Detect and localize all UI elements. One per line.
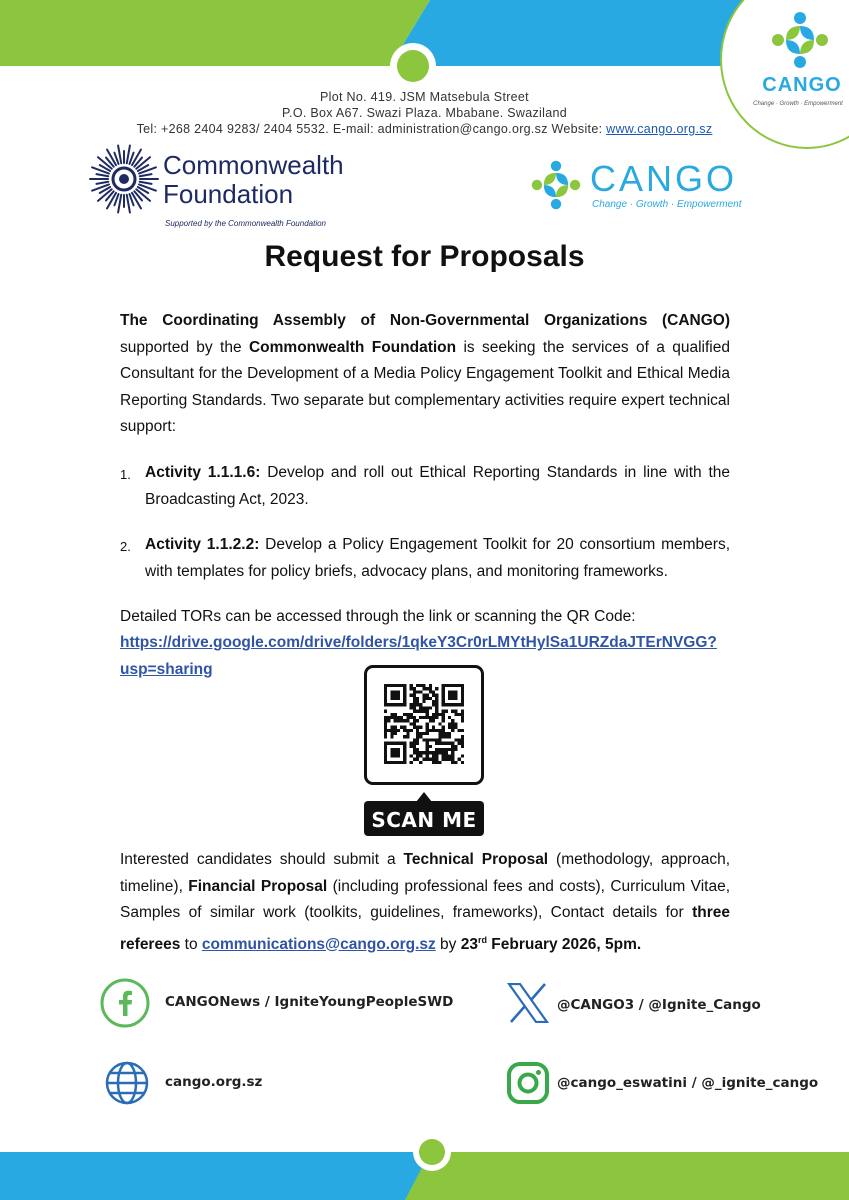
list-item [120, 460, 730, 513]
deadline-rest: February 2026, 5pm. [486, 935, 642, 953]
instagram-handle[interactable]: @cango_eswatini / @_ignite_cango [557, 1075, 819, 1091]
intro-text-1: supported by the [120, 338, 249, 356]
footer-band [0, 1130, 849, 1200]
globe-icon[interactable] [104, 1060, 150, 1106]
cf-name: Commonwealth Foundation [248, 338, 457, 356]
contact-text: Tel: +268 2404 9283/ 2404 5532. E-mail: administration@cango.org.sz Website: [136, 122, 607, 136]
submission-text-1: Interested candidates should submit a [120, 851, 404, 868]
deadline-day: 23 [460, 935, 478, 953]
corner-cango-name: CANGO [762, 74, 842, 96]
website-handle[interactable]: cango.org.sz [165, 1074, 263, 1090]
tors-link-line2[interactable]: usp=sharing [120, 660, 213, 678]
intro-paragraph [120, 308, 730, 441]
deadline [461, 936, 641, 953]
email-link[interactable]: communications@cango.org.sz [201, 935, 436, 953]
org-name: The Coordinating Assembly of Non-Governmental Organizations (CANGO) [120, 312, 730, 329]
submission-text-3: (including professional fees and costs), Curriculum Vitae, Samples of similar work (toolkits, guidelines, frameworks), Contact details for [120, 877, 730, 921]
corner-cango-tagline: Change · Growth · Empowerment [753, 101, 843, 107]
activity-label: Activity 1.1.1.6: [145, 464, 261, 481]
cf-tagline: Supported by the Commonwealth Foundation [165, 219, 326, 228]
list-item [120, 532, 730, 585]
commonwealth-foundation-emblem-icon [88, 143, 160, 215]
submission-text-4: to [180, 935, 202, 953]
three-referees: three referees [120, 904, 730, 953]
qr-code-icon[interactable] [384, 684, 464, 764]
cango-emblem-icon [530, 159, 582, 211]
cango-tagline: Change · Growth · Empowerment [592, 199, 742, 210]
tors-text: Detailed TORs can be accessed through the link or scanning the QR Code: [120, 608, 636, 625]
corner-cango-emblem-icon [770, 10, 830, 70]
cango-name: CANGO [590, 158, 738, 199]
activity-text: Develop and roll out Ethical Reporting Standards in line with the Broadcasting Act, 2023. [145, 464, 730, 508]
contact-line [0, 122, 849, 136]
facebook-handle[interactable]: CANGONews / IgniteYoungPeopleSWD [165, 994, 454, 1010]
cf-name-line2: Foundation [163, 179, 294, 209]
page-title: Request for Proposals [264, 240, 585, 273]
address-line-2: P.O. Box A67. Swazi Plaza. Mbabane. Swaziland [282, 106, 567, 120]
submission-paragraph [120, 847, 730, 958]
cf-name-line1: Commonwealth [163, 150, 344, 180]
address-line-1: Plot No. 419. JSM Matsebula Street [320, 90, 529, 104]
technical-proposal: Technical Proposal [403, 851, 549, 868]
submission-text-5: by [435, 935, 461, 953]
website-link[interactable]: www.cango.org.sz [606, 122, 713, 136]
financial-proposal: Financial Proposal [188, 877, 328, 895]
x-handle[interactable]: @CANGO3 / @Ignite_Cango [557, 997, 761, 1013]
facebook-icon[interactable] [100, 978, 150, 1028]
list-number: 2. [120, 539, 131, 554]
scan-me-label: SCAN ME [371, 808, 477, 832]
tors-link-line1[interactable]: https://drive.google.com/drive/folders/1qkeY3Cr0rLMYtHylSa1URZdaJTErNVGG? [120, 634, 717, 651]
deadline-ordinal: rd [477, 934, 487, 945]
activity-label: Activity 1.1.2.2: [145, 536, 260, 553]
instagram-icon[interactable] [506, 1061, 550, 1105]
activity-text: Develop a Policy Engagement Toolkit for 20 consortium members, with templates for policy briefs, advocacy plans, and monitoring frameworks. [145, 536, 730, 580]
intro-text-2: is seeking the services of a qualified Consultant for the Development of a Media Policy Engagement Toolkit and Ethical Media Reporting Standards. Two separate but complementary activities require expert technical support: [120, 338, 730, 435]
x-icon[interactable] [507, 983, 549, 1023]
submission-text-2: (methodology, approach, timeline), [120, 851, 730, 895]
list-number: 1. [120, 467, 131, 482]
